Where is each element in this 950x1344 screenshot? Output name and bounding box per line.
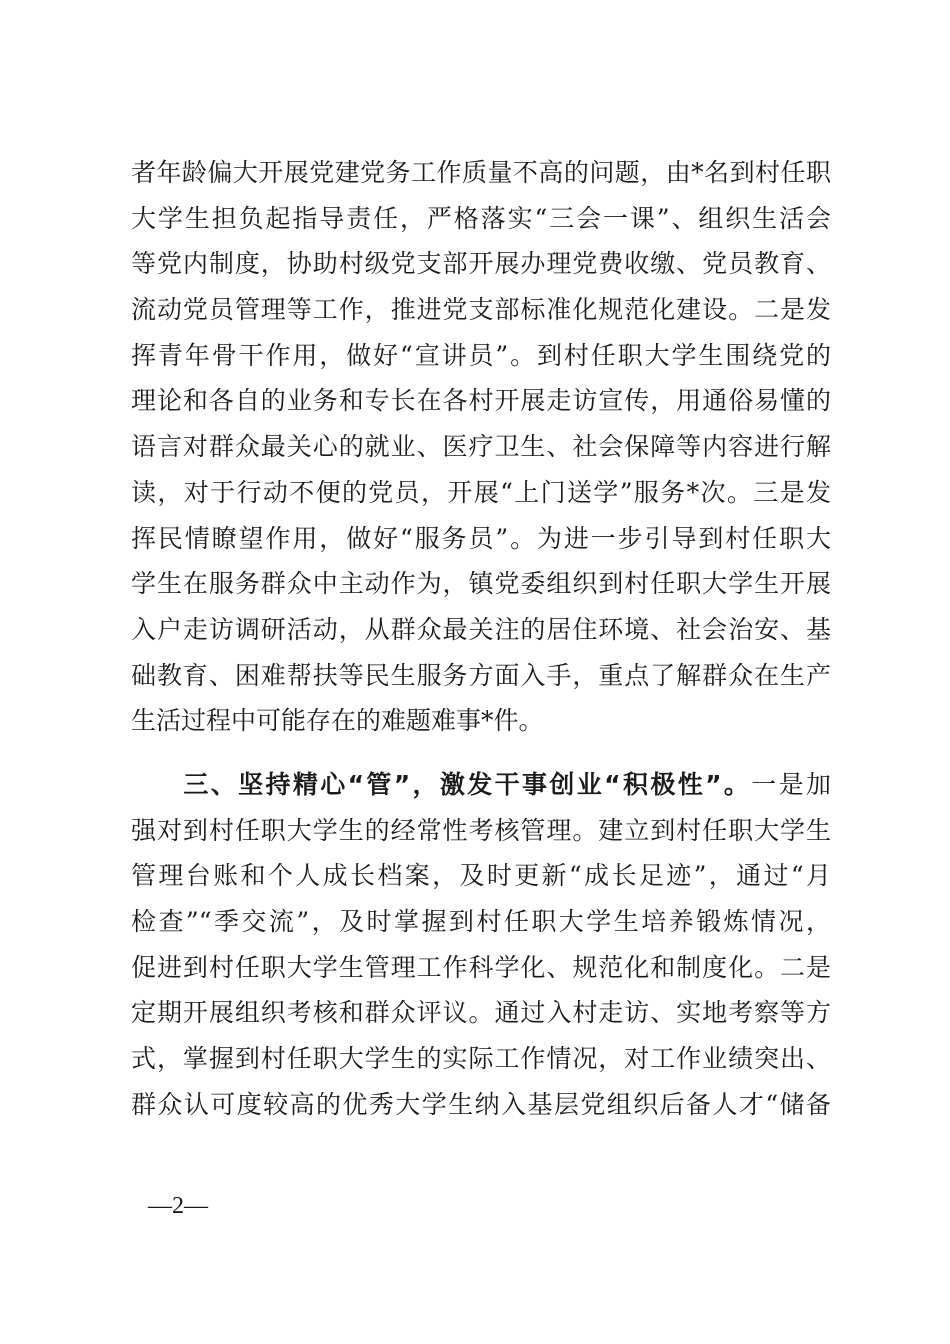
body-text [131,150,831,1127]
text-line: 定期开展组织考核和群众评议。通过入村走访、实地考察等方 [131,998,831,1028]
section-heading-line [131,762,831,808]
text-line: 式，掌握到村任职大学生的实际工作情况，对工作业绩突出、 [131,1044,831,1074]
text-line: 促进到村任职大学生管理工作科学化、规范化和制度化。二是 [131,952,831,982]
text-line: 入户走访调研活动，从群众最关注的居住环境、社会治安、基 [131,614,831,644]
section-heading-tail: 一是加 [751,769,831,799]
text-line: 学生在服务群众中主动作为，镇党委组织到村任职大学生开展 [131,569,831,599]
text-line: 大学生担负起指导责任，严格落实“三会一课”、组织生活会 [131,203,831,233]
text-line: 读，对于行动不便的党员，开展“上门送学”服务*次。三是发 [131,477,831,507]
text-line: 强对到村任职大学生的经常性考核管理。建立到村任职大学生 [131,815,831,845]
section-3 [131,762,831,1128]
text-line: 管理台账和个人成长档案，及时更新“成长足迹”，通过“月 [131,861,831,891]
text-line: 等党内制度，协助村级党支部开展办理党费收缴、党员教育、 [131,249,831,279]
text-line: 挥青年骨干作用，做好“宣讲员”。到村任职大学生围绕党的 [131,340,831,370]
text-line: 者年龄偏大开展党建党务工作质量不高的问题，由*名到村任职 [131,158,831,187]
page-number: —2— [148,1193,208,1219]
text-line: 挥民情瞭望作用，做好“服务员”。为进一步引导到村任职大 [131,523,831,553]
text-line: 流动党员管理等工作，推进党支部标准化规范化建设。二是发 [131,295,831,325]
paragraph-1 [131,150,831,744]
text-line: 语言对群众最关心的就业、医疗卫生、社会保障等内容进行解 [131,432,831,462]
text-line: 生活过程中可能存在的难题难事*件。 [131,706,544,736]
paragraph-gap [131,744,831,762]
text-line: 础教育、困难帮扶等民生服务方面入手，重点了解群众在生产 [131,660,831,690]
text-line: 理论和各自的业务和专长在各村开展走访宣传，用通俗易懂的 [131,386,831,416]
text-line: 检查”“季交流”，及时掌握到村任职大学生培养锻炼情况， [131,907,831,936]
section-heading: 三、坚持精心“管”，激发干事创业“积极性”。 [181,769,752,799]
text-line: 群众认可度较高的优秀大学生纳入基层党组织后备人才“储备 [131,1089,831,1119]
